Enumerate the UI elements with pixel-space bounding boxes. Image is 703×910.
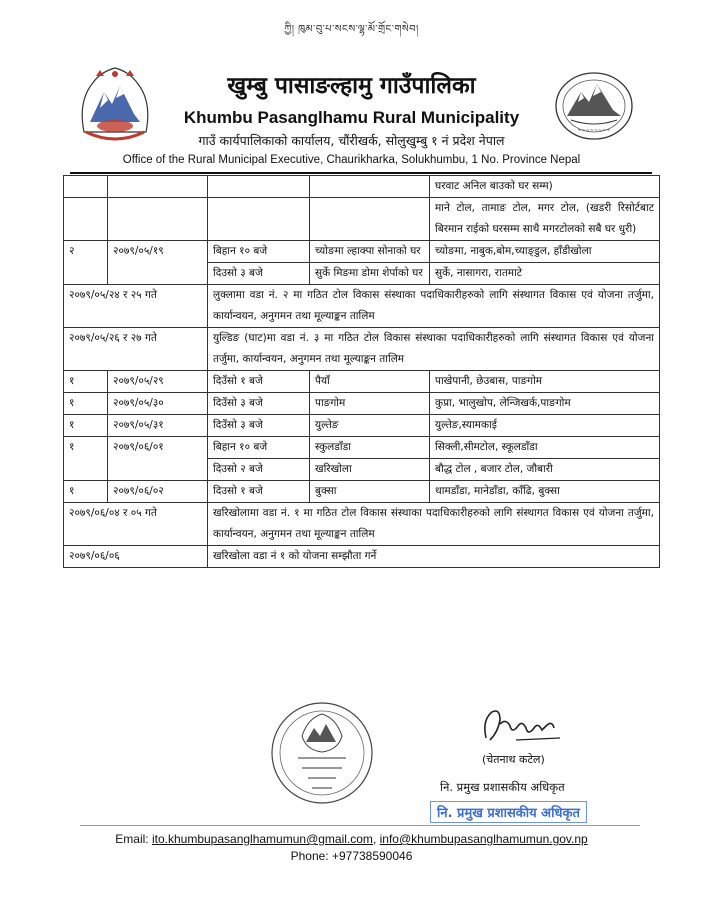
- time-cell: दिउसो ३ बजे: [208, 263, 310, 285]
- place-cell: खरिखोला: [310, 459, 430, 481]
- time-cell: [208, 176, 310, 198]
- area-cell: बौद्ध टोल , बजार टोल, जौबारी: [430, 459, 660, 481]
- table-row: [64, 481, 660, 503]
- office-address-nepali: गाउँ कार्यपालिकाको कार्यालय, चौंरीखर्क, सोलुखुम्बु १ नं प्रदेश नेपाल: [198, 133, 505, 148]
- description-cell: खरिखोला वडा नं १ को योजना सम्झौता गर्ने: [208, 546, 660, 568]
- table-row: [64, 415, 660, 437]
- num-cell: १: [64, 393, 108, 415]
- signatory-title: नि. प्रमुख प्रशासकीय अधिकृत: [440, 780, 565, 794]
- table-row: [64, 285, 660, 328]
- office-address-english: Office of the Rural Municipal Executive, Chaurikharka, Solukhumbu, 1 No. Province Nepal: [122, 154, 581, 166]
- time-cell: दिउँसो ३ बजे: [208, 393, 310, 415]
- date-cell: [108, 176, 208, 198]
- place-cell: स्कुलडाँडा: [310, 437, 430, 459]
- place-cell: [310, 198, 430, 241]
- date-cell: २०७९/०६/०६: [64, 546, 208, 568]
- num-cell: १: [64, 481, 108, 503]
- place-cell: च्योङमा ल्हाक्पा सोनाको घर: [310, 241, 430, 263]
- time-cell: बिहान १० बजे: [208, 241, 310, 263]
- time-cell: बिहान १० बजे: [208, 437, 310, 459]
- area-cell: माने टोल, तामाङ टोल, मगर टोल, (खडरी रिसोर्टबाट बिरमान राईको घरसम्म साथै मगरटोलको सबै घर धुरी): [430, 198, 660, 241]
- schedule-table: [63, 175, 660, 568]
- description-cell: युल्डिङ (घाट)मा वडा नं. ३ मा गठित टोल विकास संस्थाका पदाधिकारीहरुको लागि संस्थागत विकास एवं योजना तर्जुमा, कार्यान्वयन, अनुगमन तथा मूल्याङ्कन तालिम: [208, 328, 660, 371]
- time-cell: दिउसो २ बजे: [208, 459, 310, 481]
- time-cell: दिउँसो १ बजे: [208, 371, 310, 393]
- municipality-title-english: Khumbu Pasanglhamu Rural Municipality: [183, 108, 520, 127]
- table-row: [64, 198, 660, 241]
- date-cell: २०७९/०५/२६ र २७ गते: [64, 328, 208, 371]
- num-cell: १: [64, 437, 108, 481]
- time-cell: [208, 198, 310, 241]
- email-link-1[interactable]: ito.khumbupasanglhamumun@gmail.com: [151, 832, 373, 846]
- municipality-title-nepali: खुम्बु पासाङल्हामु गाउँपालिका: [227, 73, 476, 99]
- date-cell: २०७९/०६/०१: [108, 437, 208, 481]
- email-separator: ,: [372, 832, 377, 846]
- signatory-name: (चेतनाथ कटेल): [482, 753, 545, 766]
- date-cell: २०७९/०६/०२: [108, 481, 208, 503]
- place-cell: पाङगोम: [310, 393, 430, 415]
- table-row: [64, 371, 660, 393]
- num-cell: [64, 176, 108, 198]
- footer-divider: [80, 825, 640, 826]
- date-cell: २०७९/०५/२४ र २५ गते: [64, 285, 208, 328]
- svg-text:~~~~~~~~: ~~~~~~~~: [577, 128, 611, 134]
- area-cell: सिक्ली,सीमटोल, स्कूलडाँडा: [430, 437, 660, 459]
- place-cell: बुक्सा: [310, 481, 430, 503]
- date-cell: २०७९/०६/०४ र ०५ गते: [64, 503, 208, 546]
- table-row: [64, 503, 660, 546]
- designation-stamp: नि. प्रमुख प्रशासकीय अधिकृत: [430, 801, 587, 823]
- area-cell: थामडाँडा, मानेडाँडा, काँढि, बुक्सा: [430, 481, 660, 503]
- place-cell: युल्तेङ: [310, 415, 430, 437]
- area-cell: घरवाट अनिल बाउको घर सम्म): [430, 176, 660, 198]
- office-seal-stamp: [268, 698, 376, 808]
- place-cell: पैयाँ: [310, 371, 430, 393]
- date-cell: २०७९/०५/२९: [108, 371, 208, 393]
- table-row: [64, 393, 660, 415]
- email-label: Email:: [115, 832, 149, 846]
- date-cell: २०७९/०५/३०: [108, 393, 208, 415]
- footer-phone: Phone: +97738590046: [290, 849, 413, 863]
- description-cell: खरिखोलामा वडा नं. १ मा गठित टोल विकास संस्थाका पदाधिकारीहरुको लागि संस्थागत विकास एवं योजना तर्जुमा, कार्यान्वयन, अनुगमन तथा मूल्याङ्कन तालिम: [208, 503, 660, 546]
- area-cell: पाखेपानी, छेउबास, पाङगोम: [430, 371, 660, 393]
- table-row: [64, 546, 660, 568]
- table-row: [64, 241, 660, 263]
- email-link-2[interactable]: info@khumbupasanglhamumun.gov.np: [379, 832, 588, 846]
- place-cell: सुर्के मिङमा डोमा शेर्पाको घर: [310, 263, 430, 285]
- date-cell: २०७९/०५/१९: [108, 241, 208, 285]
- date-cell: २०७९/०५/३१: [108, 415, 208, 437]
- area-cell: च्योङमा, नाबुक,बोम,च्याङ्डुल, हाँडीखोला: [430, 241, 660, 263]
- time-cell: दिउँसो ३ बजे: [208, 415, 310, 437]
- table-row: [64, 328, 660, 371]
- tibetan-title-line: ཀྱི། ཁུམ་བུ་པ་སངས་ལྷ་མོ་གྲོང་གསེབ།: [284, 24, 419, 35]
- area-cell: युल्तेङ,स्यामकाई: [430, 415, 660, 437]
- area-cell: कुप्रा, भालुखोप, लेन्जिखर्क,पाङगोम: [430, 393, 660, 415]
- header-divider: [70, 172, 652, 174]
- num-cell: १: [64, 371, 108, 393]
- table-row: [64, 437, 660, 459]
- description-cell: लुक्लामा वडा नं. २ मा गठित टोल विकास संस्थाका पदाधिकारीहरुको लागि संस्थागत विकास एवं योजना तर्जुमा, कार्यान्वयन, अनुगमन तथा मूल्याङ्कन तालिम: [208, 285, 660, 328]
- place-cell: [310, 176, 430, 198]
- table-row: [64, 176, 660, 198]
- handwritten-signature: [476, 700, 566, 750]
- num-cell: २: [64, 241, 108, 285]
- footer-email-line: [0, 832, 703, 846]
- area-cell: सुर्के, नासागरा, रातमाटे: [430, 263, 660, 285]
- num-cell: १: [64, 415, 108, 437]
- date-cell: [108, 198, 208, 241]
- num-cell: [64, 198, 108, 241]
- time-cell: दिउसो १ बजे: [208, 481, 310, 503]
